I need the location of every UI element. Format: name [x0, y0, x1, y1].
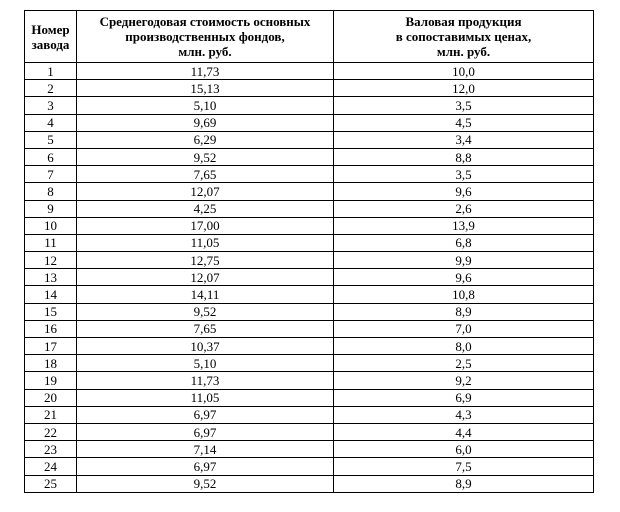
cell-gross-output: 4,5: [334, 114, 594, 131]
cell-plant-number: 15: [25, 303, 77, 320]
header-line: в сопоставимых ценах,: [395, 29, 532, 44]
table-row: [25, 97, 594, 114]
cell-gross-output: 4,4: [334, 423, 594, 440]
cell-gross-output: 4,3: [334, 406, 594, 423]
cell-gross-output: 6,8: [334, 234, 594, 251]
cell-fixed-assets-cost: 6,29: [77, 131, 334, 148]
cell-fixed-assets-cost: 7,14: [77, 441, 334, 458]
cell-gross-output: 10,8: [334, 286, 594, 303]
cell-gross-output: 13,9: [334, 217, 594, 234]
header-fixed-assets-cost: [77, 11, 334, 63]
cell-fixed-assets-cost: 12,75: [77, 252, 334, 269]
data-table: [24, 10, 594, 493]
cell-plant-number: 5: [25, 131, 77, 148]
table-row: [25, 114, 594, 131]
cell-plant-number: 20: [25, 389, 77, 406]
cell-fixed-assets-cost: 11,05: [77, 389, 334, 406]
header-row: [25, 11, 594, 63]
cell-fixed-assets-cost: 7,65: [77, 166, 334, 183]
table-row: [25, 217, 594, 234]
table-row: [25, 63, 594, 80]
cell-gross-output: 6,9: [334, 389, 594, 406]
cell-fixed-assets-cost: 11,73: [77, 63, 334, 80]
cell-plant-number: 24: [25, 458, 77, 475]
cell-plant-number: 6: [25, 148, 77, 165]
table-row: [25, 269, 594, 286]
cell-fixed-assets-cost: 12,07: [77, 183, 334, 200]
cell-gross-output: 8,0: [334, 338, 594, 355]
cell-fixed-assets-cost: 6,97: [77, 406, 334, 423]
cell-plant-number: 12: [25, 252, 77, 269]
cell-fixed-assets-cost: 6,97: [77, 458, 334, 475]
cell-gross-output: 2,5: [334, 355, 594, 372]
cell-fixed-assets-cost: 12,07: [77, 269, 334, 286]
table-row: [25, 148, 594, 165]
cell-plant-number: 21: [25, 406, 77, 423]
cell-fixed-assets-cost: 5,10: [77, 97, 334, 114]
cell-gross-output: 3,5: [334, 97, 594, 114]
cell-fixed-assets-cost: 11,05: [77, 234, 334, 251]
cell-gross-output: 9,2: [334, 372, 594, 389]
cell-gross-output: 12,0: [334, 80, 594, 97]
table-row: [25, 355, 594, 372]
cell-gross-output: 3,4: [334, 131, 594, 148]
cell-fixed-assets-cost: 11,73: [77, 372, 334, 389]
cell-gross-output: 10,0: [334, 63, 594, 80]
header-line: производственных фондов,: [125, 29, 285, 44]
cell-plant-number: 17: [25, 338, 77, 355]
table-row: [25, 286, 594, 303]
cell-plant-number: 11: [25, 234, 77, 251]
table-row: [25, 320, 594, 337]
cell-fixed-assets-cost: 17,00: [77, 217, 334, 234]
header-line: млн. руб.: [436, 44, 491, 59]
table-row: [25, 475, 594, 492]
cell-plant-number: 14: [25, 286, 77, 303]
cell-gross-output: 3,5: [334, 166, 594, 183]
cell-fixed-assets-cost: 9,69: [77, 114, 334, 131]
header-line: млн. руб.: [178, 44, 232, 59]
cell-gross-output: 6,0: [334, 441, 594, 458]
cell-plant-number: 25: [25, 475, 77, 492]
table-row: [25, 131, 594, 148]
table-row: [25, 441, 594, 458]
cell-gross-output: 9,9: [334, 252, 594, 269]
header-gross-output: [334, 11, 594, 63]
cell-plant-number: 23: [25, 441, 77, 458]
table-row: [25, 252, 594, 269]
table-row: [25, 166, 594, 183]
cell-gross-output: 8,9: [334, 303, 594, 320]
table-row: [25, 372, 594, 389]
header-line: Валовая продукция: [405, 14, 522, 29]
cell-plant-number: 13: [25, 269, 77, 286]
table-row: [25, 406, 594, 423]
cell-plant-number: 7: [25, 166, 77, 183]
cell-fixed-assets-cost: 9,52: [77, 475, 334, 492]
table-row: [25, 80, 594, 97]
cell-fixed-assets-cost: 6,97: [77, 423, 334, 440]
cell-plant-number: 4: [25, 114, 77, 131]
cell-gross-output: 7,5: [334, 458, 594, 475]
table-row: [25, 458, 594, 475]
header-line: Среднегодовая стоимость основных: [99, 14, 311, 29]
cell-fixed-assets-cost: 4,25: [77, 200, 334, 217]
cell-gross-output: 8,8: [334, 148, 594, 165]
cell-gross-output: 2,6: [334, 200, 594, 217]
table-row: [25, 234, 594, 251]
cell-plant-number: 19: [25, 372, 77, 389]
cell-plant-number: 2: [25, 80, 77, 97]
table-body: [25, 63, 594, 493]
table-row: [25, 338, 594, 355]
cell-gross-output: 8,9: [334, 475, 594, 492]
cell-fixed-assets-cost: 15,13: [77, 80, 334, 97]
table-row: [25, 389, 594, 406]
header-line: Номер: [31, 21, 70, 37]
table-row: [25, 423, 594, 440]
cell-plant-number: 22: [25, 423, 77, 440]
cell-gross-output: 7,0: [334, 320, 594, 337]
cell-fixed-assets-cost: 9,52: [77, 148, 334, 165]
table-row: [25, 183, 594, 200]
table-row: [25, 200, 594, 217]
cell-plant-number: 18: [25, 355, 77, 372]
cell-fixed-assets-cost: 14,11: [77, 286, 334, 303]
cell-plant-number: 9: [25, 200, 77, 217]
cell-gross-output: 9,6: [334, 183, 594, 200]
cell-plant-number: 16: [25, 320, 77, 337]
cell-fixed-assets-cost: 7,65: [77, 320, 334, 337]
cell-fixed-assets-cost: 5,10: [77, 355, 334, 372]
table-row: [25, 303, 594, 320]
cell-plant-number: 8: [25, 183, 77, 200]
header-line: завода: [31, 36, 70, 52]
cell-plant-number: 10: [25, 217, 77, 234]
cell-fixed-assets-cost: 9,52: [77, 303, 334, 320]
cell-fixed-assets-cost: 10,37: [77, 338, 334, 355]
cell-gross-output: 9,6: [334, 269, 594, 286]
table-header: [25, 11, 594, 63]
cell-plant-number: 1: [25, 63, 77, 80]
header-plant-number: [25, 11, 77, 63]
cell-plant-number: 3: [25, 97, 77, 114]
